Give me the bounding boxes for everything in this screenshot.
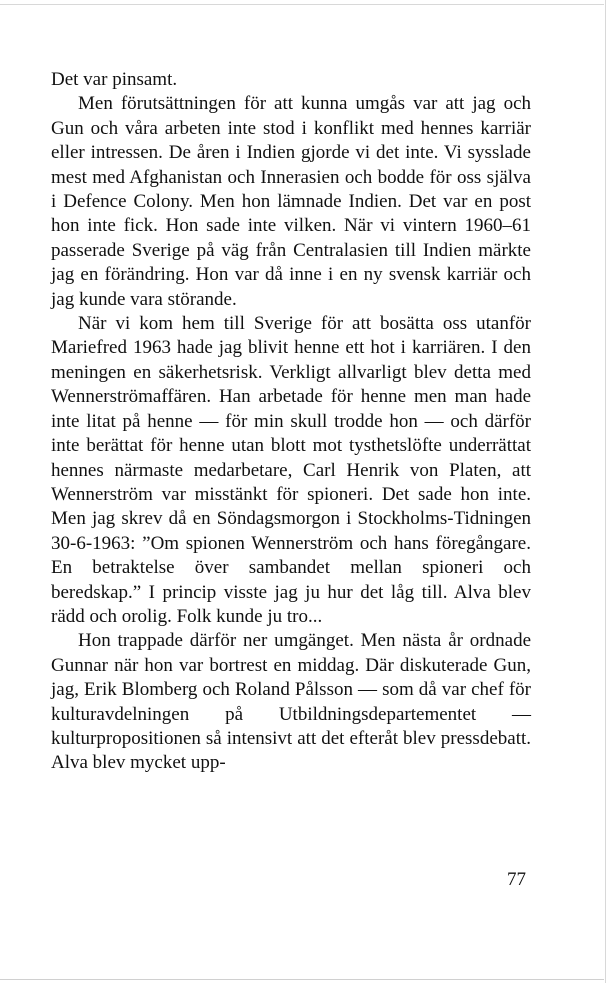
page-bottom-edge xyxy=(0,979,604,980)
paragraph-2: Men förutsättningen för att kunna umgås var att jag och Gun och våra arbeten inte stod i konflikt med hennes karriär eller intressen. De åren i Indien gjorde vi det inte. Vi sysslade mest med Afghanistan och Innerasien och bodde för oss själva i Defence Colony. Men hon lämnade Indien. Det var en post hon inte fick. Hon sade inte vilken. När vi vintern 1960–61 passerade Sverige på väg från Centralasien till Indien märkte jag en förändring. Hon var då inne i en ny svensk karriär och jag kunde vara störande. xyxy=(51,93,531,310)
page-right-edge xyxy=(605,0,606,983)
paragraph-4: Hon trappade därför ner umgänget. Men nästa år ordnade Gunnar när hon var bortrest en middag. Där diskuterade Gun, jag, Erik Blomberg och Roland Pålsson — som då var chef för kulturavdelningen på Utbildningsdepartementet — kulturpropositionen så intensivt att det efteråt blev pressdebatt. Alva blev mycket upp- xyxy=(51,630,531,774)
page-number: 77 xyxy=(507,869,526,890)
paragraph-1: Det var pinsamt. xyxy=(51,69,178,90)
body-text xyxy=(51,68,531,776)
paragraph-3: När vi kom hem till Sverige för att bosätta oss utanför Mariefred 1963 hade jag blivit henne ett hot i karriären. I den meningen en säkerhetsrisk. Verkligt allvarligt blev detta med Wennerströmaffären. Han arbetade för henne men man hade inte litat på henne — för min skull trodde hon — och därför inte berättat för henne utan blott mot tysthetslöfte underrättat hennes närmaste medarbetare, Carl Henrik von Platen, att Wennerström var misstänkt för spioneri. Det sade hon inte. Men jag skrev då en Söndagsmorgon i Stockholms-Tidningen 30-6-1963: ”Om spionen Wennerström och hans föregångare. En betraktelse över sambandet mellan spioneri och beredskap.” I princip visste jag ju hur det låg till. Alva blev rädd och orolig. Folk kunde ju tro... xyxy=(51,313,531,627)
page-top-edge xyxy=(0,4,604,5)
